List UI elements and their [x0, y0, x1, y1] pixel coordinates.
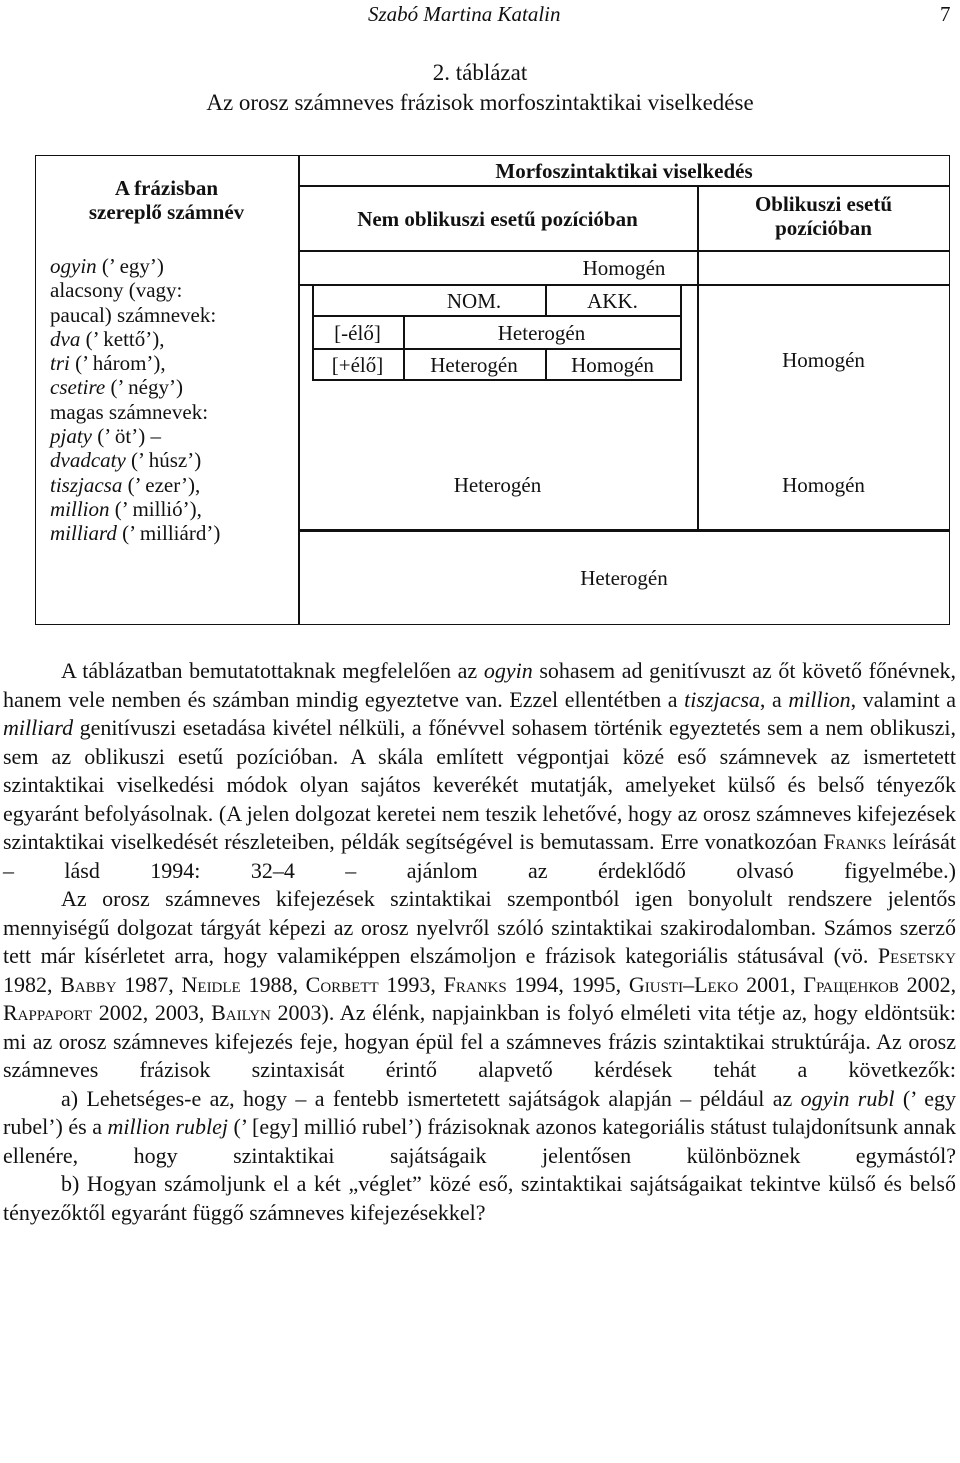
- label-paucal-3: dva (’ kettő’),: [50, 326, 165, 351]
- nom-header: NOM.: [446, 289, 502, 313]
- table-caption: [0, 58, 960, 118]
- table-title: Az orosz számneves frázisok morfoszintaktikai viselkedése: [206, 90, 754, 115]
- paragraph-question-b: b) Hogyan számoljunk el a két „véglet” közé eső, szintaktikai sajátságaikat tekintve külső és belső tényezőktől egyaránt függő számneves kifejezésekkel?: [3, 1171, 956, 1225]
- body-text: [3, 657, 956, 1227]
- plus-animate-nom: Heterogén: [430, 353, 518, 377]
- large-value: Heterogén: [580, 566, 668, 590]
- row-labels: [50, 254, 220, 546]
- label-paucal-2: paucal) számnevek:: [50, 302, 217, 327]
- page-number: 7: [940, 2, 951, 26]
- label-paucal-5: csetire (’ négy’): [50, 375, 183, 400]
- label-high-3: dvadcaty (’ húsz’): [50, 448, 202, 473]
- high-non-oblique: Heterogén: [453, 473, 542, 497]
- paragraph-1: A táblázatban bemutatottaknak megfelelően az ogyin sohasem ad genitívuszt az őt követő főnévnek, hanem vele nemben és számban mindig egyeztetve van. Ezzel ellentétben a tiszjacsa, a million, valamint a milliard genitívuszi esetadása kivétel nélküli, a főnévvel sohasem történik egyeztetés sem a nem oblikuszi, sem az oblikuszi esetű pozícióban. A skála említett végpontjai közé eső számnevek az ismertetett szintaktikai viselkedési módok olyan sajátos keverékét mutatják, amelyeket külső és belső tényezők egyaránt befolyásolnak. (A jelen dolgozat keretei nem teszik lehetővé, hogy az orosz számneves kifejezések szintaktikai viselkedését részleteiben, példák segítségével is bemutassam. Erre vonatkozóan Franks leírását – lásd 1994: 32–4 – ajánlom az érdeklődő olvasó figyelmébe.): [3, 658, 957, 883]
- running-head-author: Szabó Martina Katalin: [368, 2, 561, 26]
- oblique-header: Oblikuszi esetű pozícióban: [754, 192, 893, 240]
- minus-animate: [-élő]: [334, 321, 381, 345]
- col1-header: A frázisban szereplő számnév: [88, 176, 245, 224]
- label-paucal-4: tri (’ három’),: [50, 351, 166, 376]
- plus-animate-akk: Homogén: [571, 353, 654, 377]
- ogyin-value: Homogén: [582, 256, 666, 280]
- paucal-oblique: Homogén: [782, 348, 865, 372]
- label-ogyin: ogyin (’ egy’): [50, 254, 164, 278]
- plus-animate: [+élő]: [331, 353, 384, 377]
- behaviour-header: Morfoszintaktikai viselkedés: [495, 159, 753, 183]
- label-paucal-1: alacsony (vagy:: [50, 278, 183, 303]
- high-oblique: Homogén: [782, 473, 865, 497]
- paragraph-2: Az orosz számneves kifejezések szintaktikai szempontból igen bonyolult rendszere jelentős mennyiségű dolgozat tárgyát képezi az orosz nyelvről szóló szintaktikai szakirodalomban. Számos szerző tett már kísérletet arra, hogy valamiképpen elszámoljon e frázisok kategoriális státusával (vö. Pesetsky 1982, Babby 1987, Neidle 1988, Corbett 1993, Franks 1994, 1995, Giusti–Leko 2001, Гращенков 2002, Rappaport 2002, 2003, Bailyn 2003). Az élénk, napjainkban is folyó elméleti vita tétje az, hogy eldöntsük: mi az orosz számneves kifejezés feje, hogyan épül fel a számneves frázis szintaktikai struktúrája. Az orosz számneves frázisok szintaxisát érintő alapvető kérdések tehát a következők:: [3, 886, 957, 1082]
- minus-animate-value: Heterogén: [497, 321, 586, 345]
- label-large-3: milliard (’ milliárd’): [50, 521, 221, 546]
- non-oblique-header: Nem oblikuszi esetű pozícióban: [357, 207, 638, 231]
- label-large-1: tiszjacsa (’ ezer’),: [50, 472, 201, 497]
- paragraph-question-a: a) Lehetséges-e az, hogy – a fentebb ismertetett sajátságok alapján – például az ogyin rubl (’ egy rubel’) és a million rublej (’ [egy] millió rubel’) frázisoknak azonos kategoriális státust tulajdonítsunk annak ellenére, hogy szintaktikai sajátságaik jelentősen különböznek egymástól?: [3, 1085, 957, 1168]
- label-high-2: pjaty (’ öt’) –: [50, 424, 161, 449]
- akk-header: AKK.: [587, 289, 638, 313]
- label-large-2: million (’ millió’),: [50, 496, 202, 521]
- table-number: 2. táblázat: [432, 60, 528, 85]
- label-high-1: magas számnevek:: [50, 399, 209, 424]
